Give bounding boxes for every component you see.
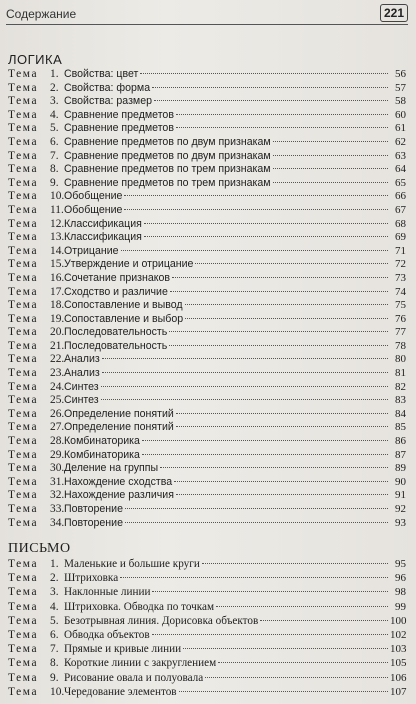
entry-number: 13. [50, 231, 65, 244]
dot-leader [152, 87, 388, 88]
entry-title: Комбинаторика [64, 435, 140, 448]
entry-number: 5. [50, 122, 59, 135]
entry-page: 103 [390, 643, 407, 656]
entry-title: Сравнение предметов по двум признакам [64, 135, 271, 148]
dot-leader [273, 141, 388, 142]
entry-page: 62 [395, 135, 406, 148]
entry-label: Тема [8, 489, 39, 502]
dot-leader [101, 399, 388, 400]
entry-title: Обобщение [64, 190, 123, 203]
entry-number: 1. [50, 558, 59, 570]
toc-entry [8, 218, 406, 232]
entry-label: Тема [8, 448, 39, 461]
page-header [6, 4, 408, 25]
entry-page: 80 [395, 353, 406, 366]
page-number: 221 [380, 4, 408, 22]
entry-title: Нахождение различия [64, 489, 174, 502]
entry-page: 76 [395, 312, 406, 325]
dot-leader [172, 277, 388, 278]
entry-label: Тема [8, 380, 39, 393]
toc-entry [8, 671, 406, 685]
entry-page: 73 [395, 271, 406, 284]
entry-number: 11. [50, 203, 64, 216]
entry-label: Тема [8, 367, 39, 380]
toc-entry [8, 150, 406, 164]
entry-title: Свойства: размер [64, 95, 152, 108]
entry-page: 86 [395, 435, 406, 448]
entry-page: 95 [395, 558, 406, 570]
entry-page: 105 [390, 657, 407, 670]
toc-entry [8, 462, 406, 476]
entry-number: 17. [50, 285, 65, 298]
entry-title: Обводка объектов [64, 628, 150, 641]
dot-leader [176, 127, 388, 128]
dot-leader [183, 648, 388, 649]
toc-entry [8, 381, 406, 395]
entry-number: 28. [50, 435, 65, 448]
entry-page: 96 [395, 572, 406, 585]
entry-label: Тема [8, 81, 39, 94]
entry-title: Синтез [64, 380, 99, 393]
dot-leader [174, 481, 388, 482]
entry-number: 6. [50, 628, 59, 641]
entry-number: 12. [50, 217, 65, 230]
dot-leader [169, 345, 388, 346]
dot-leader [125, 508, 388, 509]
entry-label: Тема [8, 394, 39, 407]
entry-page: 75 [395, 299, 406, 312]
entry-title: Сравнение предметов по трем признакам [64, 163, 271, 176]
entry-title: Анализ [64, 353, 100, 366]
dot-leader [101, 386, 388, 387]
dot-leader [176, 494, 388, 495]
dot-leader [195, 263, 388, 264]
entry-number: 4. [50, 108, 59, 121]
entry-title: Повторение [64, 516, 123, 529]
entry-label: Тема [8, 244, 39, 257]
dot-leader [121, 250, 388, 251]
toc-entry [8, 489, 406, 503]
entry-label: Тема [8, 572, 39, 585]
entry-label: Тема [8, 614, 39, 627]
entry-label: Тема [8, 285, 39, 298]
dot-leader [154, 100, 388, 101]
entry-number: 6. [50, 135, 59, 148]
entry-page: 85 [395, 421, 406, 434]
toc-entry [8, 642, 406, 656]
entry-label: Тема [8, 516, 39, 529]
entry-number: 20. [50, 326, 65, 339]
toc-entry [8, 656, 406, 670]
dot-leader [260, 620, 388, 621]
entry-number: 27. [50, 421, 65, 434]
entry-title: Чередование элементов [64, 685, 177, 698]
entry-number: 33. [50, 503, 65, 515]
entry-label: Тема [8, 339, 39, 352]
entry-title: Обобщение [64, 203, 123, 216]
entry-page: 68 [395, 217, 406, 230]
dot-leader [102, 372, 388, 373]
entry-label: Тема [8, 435, 39, 448]
entry-label: Тема [8, 421, 39, 434]
entry-number: 16. [50, 271, 65, 284]
entry-title: Определение понятий [64, 421, 174, 434]
dot-leader [124, 209, 388, 210]
dot-leader [125, 522, 388, 523]
entry-label: Тема [8, 149, 39, 162]
toc-entry [8, 326, 406, 340]
entry-page: 74 [395, 285, 406, 298]
entry-label: Тема [8, 271, 39, 284]
entry-page: 67 [395, 203, 406, 216]
entry-page: 84 [395, 407, 406, 420]
entry-label: Тема [8, 643, 39, 656]
dot-leader [176, 426, 388, 427]
toc-entry [8, 517, 406, 531]
toc-entry [8, 353, 406, 367]
dot-leader [124, 195, 388, 196]
dot-leader [170, 291, 388, 292]
entry-label: Тема [8, 231, 39, 244]
entry-number: 31. [50, 475, 65, 488]
entry-page: 69 [395, 231, 406, 244]
entry-label: Тема [8, 299, 39, 312]
entry-title: Определение понятий [64, 407, 174, 420]
toc-entry [8, 245, 406, 259]
entry-label: Тема [8, 258, 39, 271]
entry-title: Короткие линии с закруглением [64, 657, 217, 670]
section-logic [8, 52, 406, 530]
entry-page: 83 [395, 394, 406, 407]
entry-label: Тема [8, 95, 39, 108]
entry-title: Свойства: цвет [64, 68, 139, 80]
entry-title: Сопоставление и выбор [64, 312, 184, 325]
dot-leader [185, 304, 388, 305]
entry-page: 71 [395, 244, 406, 257]
entry-title: Штриховка. Обводка по точкам [64, 600, 215, 613]
entry-label: Тема [8, 203, 39, 216]
entry-label: Тема [8, 353, 39, 366]
entry-label: Тема [8, 217, 39, 230]
dot-leader [102, 358, 388, 359]
dot-leader [205, 677, 388, 678]
dot-leader [152, 591, 388, 592]
toc-entry [8, 628, 406, 642]
entry-title: Сочетание признаков [64, 271, 171, 284]
entry-page: 77 [395, 326, 406, 339]
entry-number: 14. [50, 244, 65, 257]
entry-title: Отрицание [64, 244, 119, 257]
entry-page: 63 [395, 149, 406, 162]
entry-label: Тема [8, 671, 39, 684]
toc-entry [8, 685, 406, 699]
toc-entry [8, 231, 406, 245]
entry-page: 61 [395, 122, 406, 135]
entry-label: Тема [8, 135, 39, 148]
header-title: Содержание [6, 7, 77, 21]
entry-page: 106 [390, 671, 407, 684]
entry-title: Безотрывная линия. Дорисовка объектов [64, 614, 259, 627]
entry-page: 65 [395, 176, 406, 189]
entry-title: Классификация [64, 217, 142, 230]
entry-number: 15. [50, 258, 65, 271]
entry-page: 60 [395, 108, 406, 121]
section-title: ЛОГИКА [8, 52, 63, 67]
entry-number: 3. [50, 95, 59, 108]
entry-title: Сопоставление и вывод [64, 299, 183, 312]
entry-page: 107 [390, 685, 407, 698]
entry-label: Тема [8, 685, 39, 698]
dot-leader [273, 168, 388, 169]
entry-number: 30. [50, 462, 65, 475]
toc-entry [8, 204, 406, 218]
entry-label: Тема [8, 326, 39, 339]
entry-title: Сравнение предметов [64, 122, 174, 135]
entry-page: 98 [395, 586, 406, 599]
entry-title: Маленькие и большие круги [64, 558, 200, 570]
entry-number: 1. [50, 68, 59, 80]
entry-page: 57 [395, 81, 406, 94]
entry-number: 7. [50, 643, 59, 656]
entry-label: Тема [8, 68, 39, 80]
toc-entry [8, 585, 406, 599]
entry-title: Нахождение сходства [64, 475, 173, 488]
entry-title: Сравнение предметов по двум признакам [64, 149, 271, 162]
dot-leader [160, 467, 388, 468]
toc-entry [8, 109, 406, 123]
entry-page: 72 [395, 258, 406, 271]
entry-number: 25. [50, 394, 65, 407]
entry-page: 90 [395, 475, 406, 488]
entry-number: 8. [50, 163, 59, 176]
entry-label: Тема [8, 122, 39, 135]
dot-leader [185, 318, 388, 319]
toc-entry [8, 163, 406, 177]
toc-entry [8, 449, 406, 463]
toc-entry [8, 299, 406, 313]
toc-entry [8, 136, 406, 150]
entry-title: Сравнение предметов по трем признакам [64, 176, 271, 189]
dot-leader [140, 73, 388, 74]
toc-entry [8, 340, 406, 354]
dot-leader [202, 563, 388, 564]
entry-title: Свойства: форма [64, 81, 151, 94]
toc-entry [8, 435, 406, 449]
entry-page: 82 [395, 380, 406, 393]
entry-label: Тема [8, 163, 39, 176]
entry-number: 3. [50, 586, 59, 599]
entry-label: Тема [8, 190, 39, 203]
entry-page: 87 [395, 448, 406, 461]
entry-page: 56 [395, 68, 406, 80]
dot-leader [142, 454, 388, 455]
dot-leader [216, 606, 388, 607]
toc-entry [8, 68, 406, 82]
entry-number: 23. [50, 367, 65, 380]
toc-entry [8, 503, 406, 517]
entry-number: 18. [50, 299, 65, 312]
entry-title: Деление на группы [64, 462, 159, 475]
entry-page: 100 [390, 614, 407, 627]
toc-list [8, 68, 406, 530]
entry-number: 32. [50, 489, 65, 502]
dot-leader [179, 691, 388, 692]
entry-number: 19. [50, 312, 65, 325]
entry-label: Тема [8, 503, 39, 515]
dot-leader [144, 223, 388, 224]
entry-page: 78 [395, 339, 406, 352]
entry-title: Классификация [64, 231, 142, 244]
dot-leader [176, 413, 388, 414]
entry-number: 26. [50, 407, 65, 420]
entry-title: Сходство и различие [64, 285, 168, 298]
entry-title: Сравнение предметов [64, 108, 174, 121]
entry-label: Тема [8, 176, 39, 189]
toc-list [8, 557, 406, 699]
entry-number: 34. [50, 516, 65, 529]
entry-title: Последовательность [64, 326, 168, 339]
entry-label: Тема [8, 312, 39, 325]
toc-entry [8, 614, 406, 628]
entry-number: 5. [50, 614, 59, 627]
entry-number: 4. [50, 600, 59, 613]
entry-title: Наклонные линии [64, 586, 151, 599]
entry-page: 58 [395, 95, 406, 108]
toc-entry [8, 286, 406, 300]
entry-number: 9. [50, 671, 59, 684]
toc-entry [8, 313, 406, 327]
toc-entry [8, 122, 406, 136]
entry-page: 89 [395, 462, 406, 475]
dot-leader [273, 182, 388, 183]
entry-title: Комбинаторика [64, 448, 140, 461]
entry-label: Тема [8, 586, 39, 599]
entry-label: Тема [8, 475, 39, 488]
entry-label: Тема [8, 108, 39, 121]
toc-entry [8, 367, 406, 381]
entry-page: 91 [395, 489, 406, 502]
entry-page: 66 [395, 190, 406, 203]
entry-number: 29. [50, 448, 65, 461]
entry-title: Анализ [64, 367, 100, 380]
dot-leader [142, 440, 388, 441]
dot-leader [152, 634, 388, 635]
entry-number: 21. [50, 339, 65, 352]
entry-label: Тема [8, 600, 39, 613]
toc-entry [8, 272, 406, 286]
toc-entry [8, 421, 406, 435]
dot-leader [218, 662, 388, 663]
entry-label: Тема [8, 657, 39, 670]
dot-leader [144, 236, 388, 237]
toc-entry [8, 95, 406, 109]
entry-page: 92 [395, 503, 406, 515]
entry-label: Тема [8, 628, 39, 641]
entry-title: Повторение [64, 503, 123, 515]
toc-entry [8, 476, 406, 490]
entry-title: Прямые и кривые линии [64, 643, 182, 656]
entry-number: 8. [50, 657, 59, 670]
entry-title: Синтез [64, 394, 99, 407]
entry-number: 2. [50, 572, 59, 585]
dot-leader [273, 155, 388, 156]
entry-label: Тема [8, 462, 39, 475]
toc-entry [8, 408, 406, 422]
entry-number: 10. [50, 685, 65, 698]
toc-entry [8, 177, 406, 191]
entry-label: Тема [8, 407, 39, 420]
entry-page: 93 [395, 516, 406, 529]
dot-leader [169, 331, 388, 332]
entry-page: 64 [395, 163, 406, 176]
toc-entry [8, 190, 406, 204]
entry-label: Тема [8, 558, 39, 570]
entry-number: 9. [50, 176, 59, 189]
dot-leader [176, 114, 388, 115]
section-writing [8, 541, 406, 699]
toc-entry [8, 394, 406, 408]
toc-entry [8, 82, 406, 96]
toc-entry [8, 571, 406, 585]
entry-number: 7. [50, 149, 59, 162]
entry-number: 24. [50, 380, 65, 393]
entry-title: Утверждение и отрицание [64, 258, 194, 271]
section-title: ПИСЬМО [8, 541, 71, 556]
entry-title: Рисование овала и полуовала [64, 671, 204, 684]
entry-page: 81 [395, 367, 406, 380]
entry-title: Последовательность [64, 339, 168, 352]
toc-entry [8, 557, 406, 571]
toc-entry [8, 258, 406, 272]
entry-title: Штриховка [64, 572, 119, 585]
entry-page: 102 [390, 628, 407, 641]
entry-number: 22. [50, 353, 65, 366]
entry-number: 2. [50, 81, 59, 94]
entry-number: 10. [50, 190, 65, 203]
dot-leader [120, 577, 388, 578]
toc-entry [8, 600, 406, 614]
entry-page: 99 [395, 600, 406, 613]
